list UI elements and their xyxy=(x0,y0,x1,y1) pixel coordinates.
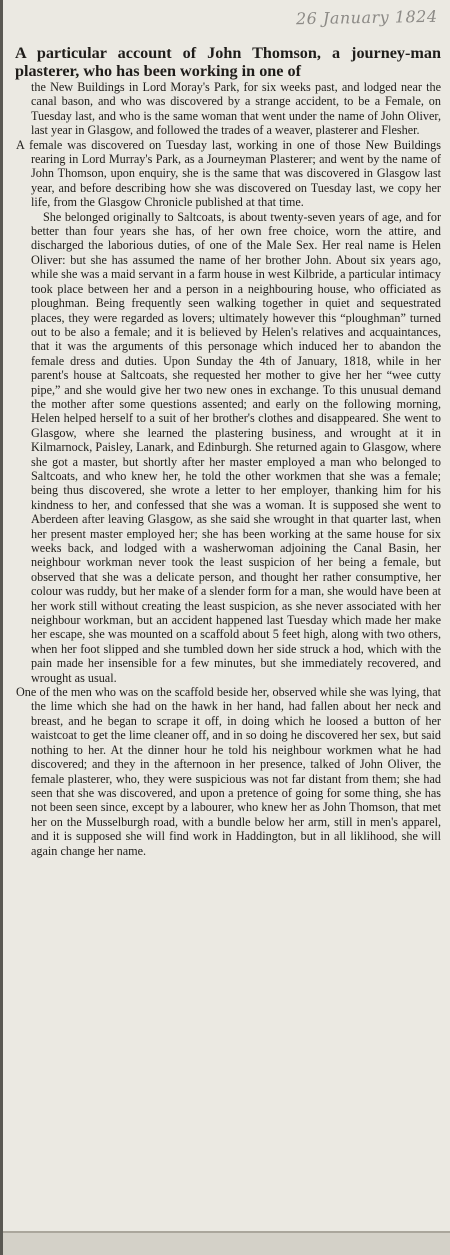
paragraph-intro: A female was discovered on Tuesday last, working in one of those New Buildings rearing in Lord Murray's Park, as a Journeyman Plasterer; and went by the name of John Thomson, upon enquiry, she is the same that was discovered in Glasgow last year, and before describing how she was discovered on Tuesday last, we copy her life, from the Glasgow Chronicle published at that time. xyxy=(16,137,441,210)
paragraph-life-history: She belonged originally to Saltcoats, is about twenty-seven years of age, and for better than four years she has, of her own free choice, worn the attire, and discharged the laborious duties, of one of the Male Sex. Her real name is Helen Oliver: but she has assumed the name of her brother John. About six years ago, while she was a maid servant in a farm house in west Kilbride, a particular intimacy took place between her and a person in a neighbouring house, who officiated as ploughman. Being frequently seen walking together in quiet and sequestrated places, they were regarded as lovers; ultimately however this “ploughman” turned out to be also a female; and it is believed by Helen's relatives and acquaintances, that it was the arguments of this personage which induced her to abandon the female dress and duties. Upon Sunday the 4th of January, 1818, while in her parent's house at Saltcoats, she requested her mother to give her her “wee cutty pipe,” and she would give her two new ones in exchange. To this unusual demand the mother after some questions assented; and early on the following morning, Helen helped herself to a suit of her brother's clothes and disappeared. She went to Glasgow, where she learned the plastering business, and wrought at it in Kilmarnock, Paisley, Lanark, and Edinburgh. She returned again to Glasgow, where she got a master, but shortly after her master employed a man who belonged to Saltcoats, and who knew her, he told the other workmen that she was a female; being thus discovered, she wrote a letter to her employer, thanking him for his kindness to her, and confessed that she was a woman. It is supposed she went to Aberdeen after leaving Glasgow, as she said she wrought in that quarter last, when her present master employed her; she has been working at the same house for six weeks back, and lodged with a washerwoman adjoining the Canal Basin, her neighbour workman never took the least suspicion of her being a female, but observed that she was a delicate person, and thought her rather consumptive, her colour was ruddy, but her make of a slender form for a man, she would have been at her work still without creating the least suspicion, as she never associated with her neighbour workman, but an accident happened last Tuesday which made her make her escape, she was mounted on a scaffold about 5 feet high, along with two others, when her foot slipped and she tumbled down her side struck a hod, which with the pain made her insensible for a few minutes, but she immediately recovered, and wrought as usual. xyxy=(31,209,441,685)
handwritten-date-annotation: 26 January 1824 xyxy=(296,6,439,29)
paragraph-discovery: One of the men who was on the scaffold beside her, observed while she was lying, that the lime which she had on the hawk in her hand, had fallen about her neck and breast, and he began to scrape it off, in doing which he loosed a button of her waistcoat to get the lime cleaner off, and in so doing he discovered her sex, but said nothing to her. At the dinner hour he told his neighbour workmen what he had discovered; and they in the afternoon in her presence, talked of John Oliver, the female plasterer, who, they were suspicious was not far distant from them; she had seen that she was discovered, and upon a pretence of going for some thing, she has not been seen since, except by a labourer, who knew her as John Thomson, that met her on the Musselburgh road, with a bundle below her arm, still in men's apparel, and it is supposed she will find work in Haddington, but in all liklihood, she will again change her name. xyxy=(16,685,441,858)
headline: A particular account of John Thomson, a journey-man plasterer, who has been working in one of xyxy=(15,44,441,80)
sub-headline: the New Buildings in Lord Moray's Park, for six weeks past, and lodged near the canal bason, and who was discovered by a strange accident, to be a Female, on Tuesday last, and who is the same woman that went under the name of John Oliver, last year in Glasgow, and followed the trades of a weaver, plasterer and Flesher. xyxy=(31,80,441,138)
